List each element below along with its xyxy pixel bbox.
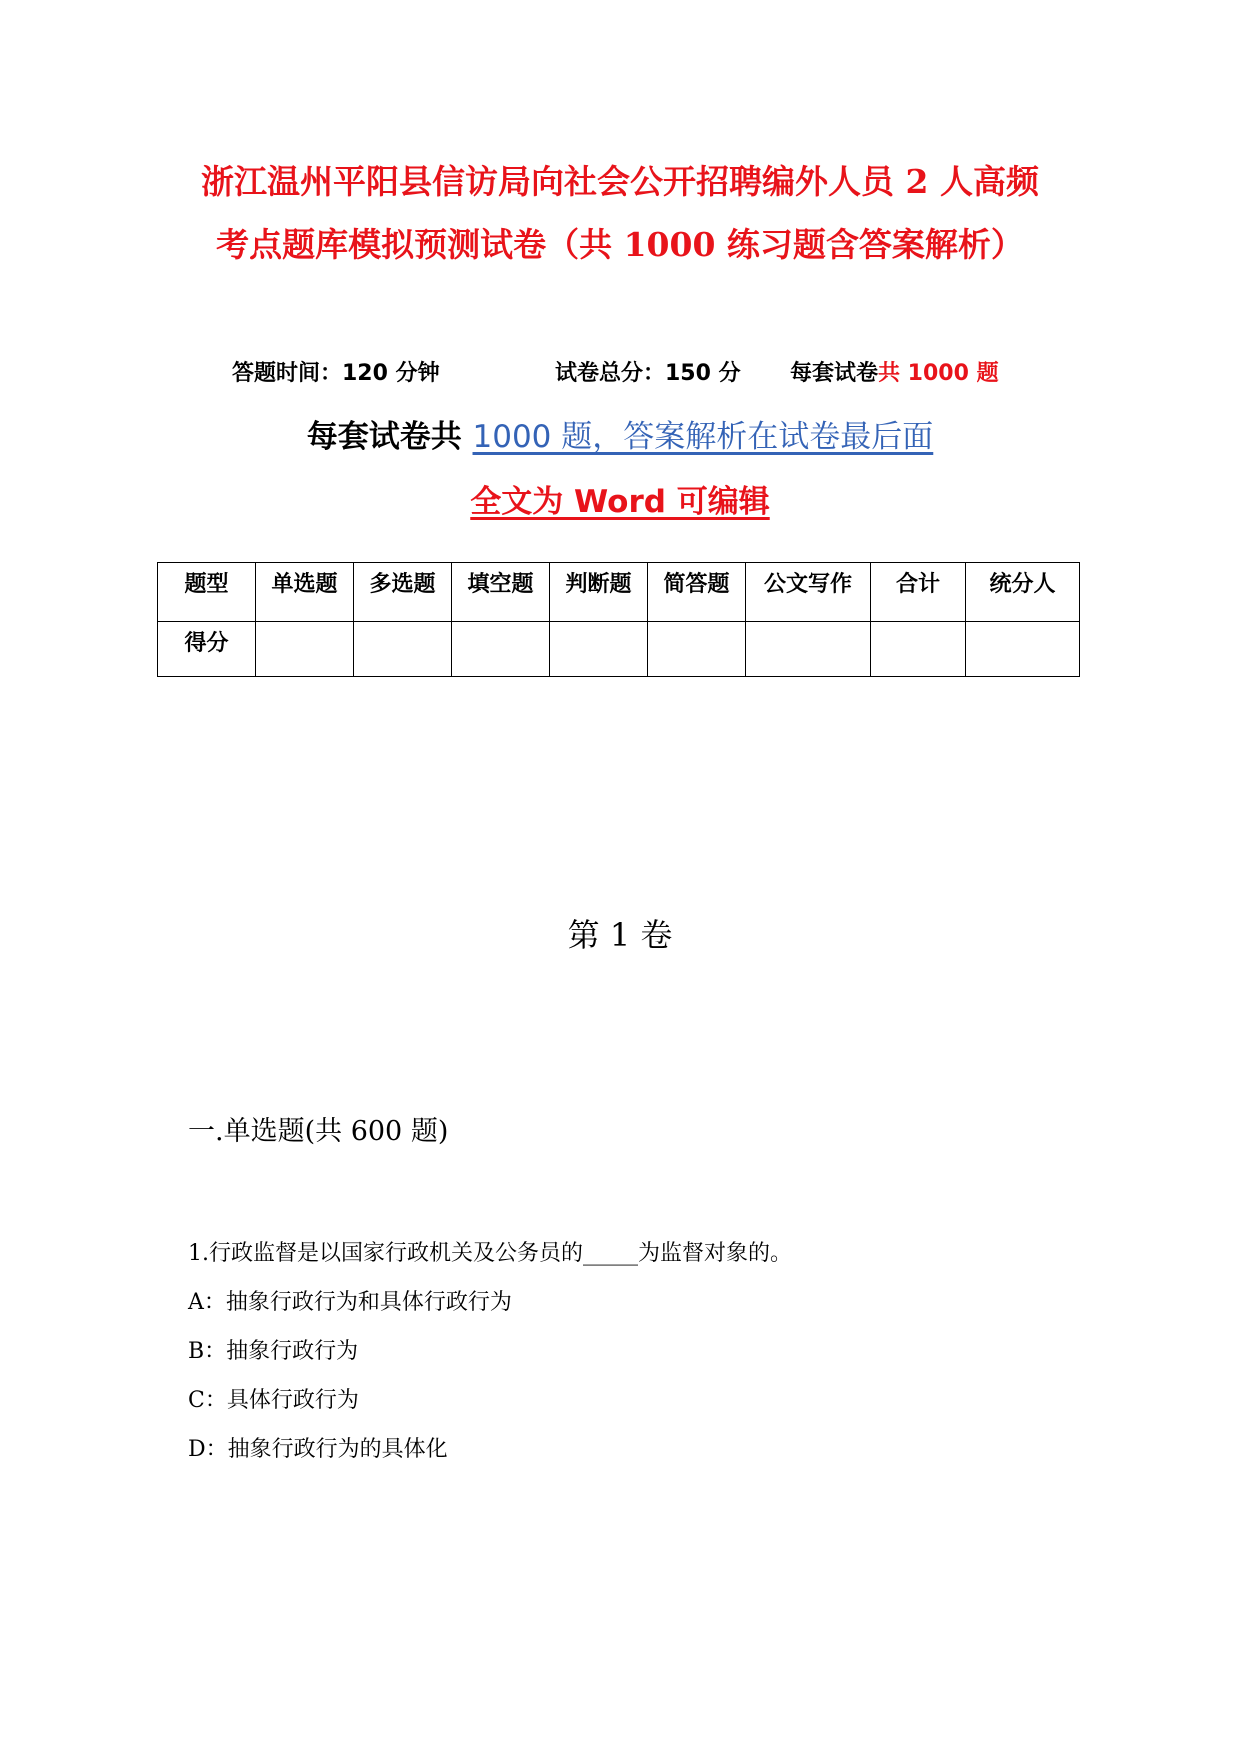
word-editable-link[interactable]: 全文为 Word 可编辑 (470, 484, 770, 520)
header-cell-true-false: 判断题 (550, 563, 648, 622)
header-cell-single-choice: 单选题 (256, 563, 354, 622)
score-table-header-row (158, 563, 1080, 622)
score-cell (550, 622, 648, 677)
score-cell (354, 622, 452, 677)
header-cell-scorer: 统分人 (966, 563, 1080, 622)
promo-line-2 (0, 480, 1240, 524)
question-option-a: A：抽象行政行为和具体行政行为 (188, 1290, 512, 1315)
volume-heading: 第 1 卷 (567, 916, 673, 954)
score-cell (648, 622, 746, 677)
section-heading: 一.单选题(共 600 题) (188, 1116, 449, 1147)
score-cell (871, 622, 966, 677)
question-count-prefix: 每套试卷 (790, 361, 879, 386)
exam-total-score: 试卷总分：150 分 (555, 361, 741, 386)
promo-prefix: 每套试卷共 (306, 419, 473, 455)
score-table (157, 562, 1080, 677)
score-row-label: 得分 (158, 622, 256, 677)
exam-time: 答题时间：120 分钟 (232, 361, 440, 386)
header-cell-type: 题型 (158, 563, 256, 622)
header-cell-official-writing: 公文写作 (746, 563, 871, 622)
question-stem: 1.行政监督是以国家行政机关及公务员的_____为监督对象的。 (188, 1241, 792, 1266)
promo-line-1 (0, 415, 1240, 459)
question-option-d: D：抽象行政行为的具体化 (188, 1437, 448, 1462)
score-cell (746, 622, 871, 677)
score-cell (452, 622, 550, 677)
exam-question-count (790, 358, 999, 390)
question-option-b: B：抽象行政行为 (188, 1339, 359, 1364)
document-title-line-1: 浙江温州平阳县信访局向社会公开招聘编外人员 2 人高频 (201, 162, 1039, 201)
header-cell-total: 合计 (871, 563, 966, 622)
exam-meta-row (0, 358, 1240, 390)
score-cell (256, 622, 354, 677)
document-title-line-2: 考点题库模拟预测试卷（共 1000 练习题含答案解析） (216, 225, 1024, 264)
header-cell-short-answer: 简答题 (648, 563, 746, 622)
question-option-c: C：具体行政行为 (188, 1388, 359, 1413)
question-count-highlight: 共 1000 题 (878, 361, 999, 386)
header-cell-fill-blank: 填空题 (452, 563, 550, 622)
score-table-score-row (158, 622, 1080, 677)
score-cell (966, 622, 1080, 677)
header-cell-multiple-choice: 多选题 (354, 563, 452, 622)
answer-analysis-link[interactable]: 1000 题，答案解析在试卷最后面 (472, 419, 934, 455)
